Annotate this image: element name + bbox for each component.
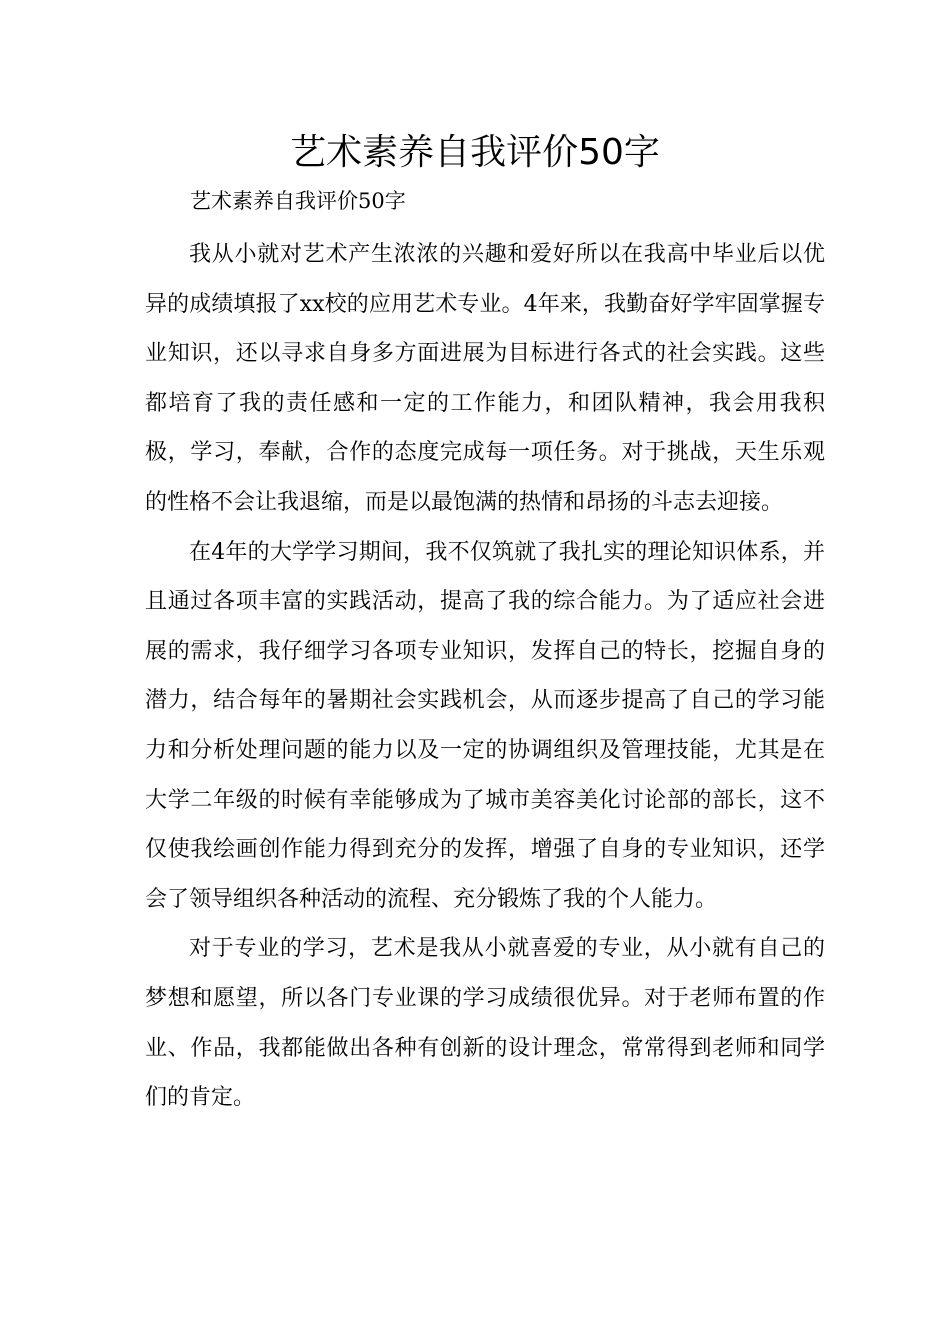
body-paragraph: 在4年的大学学习期间，我不仅筑就了我扎实的理论知识体系，并且通过各项丰富的实践活动，提高了我的综合能力。为了适应社会进展的需求，我仔细学习各项专业知识，发挥自己的特长，挖掘自身的潜力，结合每年的暑期社会实践机会，从而逐步提高了自己的学习能力和分析处理问题的能力以及一定的协调组织及管理技能，尤其是在大学二年级的时候有幸能够成为了城市美容美化讨论部的部长，这不仅使我绘画创作能力得到充分的发挥，增强了自身的专业知识，还学会了领导组织各种活动的流程、充分锻炼了我的个人能力。 <box>145 539 825 912</box>
body-paragraph: 对于专业的学习，艺术是我从小就喜爱的专业，从小就有自己的梦想和愿望，所以各门专业课的学习成绩很优异。对于老师布置的作业、作品，我都能做出各种有创新的设计理念，常常得到老师和同学们的肯定。 <box>145 936 825 1111</box>
body-paragraph: 我从小就对艺术产生浓浓的兴趣和爱好所以在我高中毕业后以优异的成绩填报了xx校的应用艺术专业。4年来，我勤奋好学牢固掌握专业知识，还以寻求自身多方面进展为目标进行各式的社会实践。这些都培育了我的责任感和一定的工作能力，和团队精神，我会用我积极，学习，奉献，合作的态度完成每一项任务。对于挑战，天生乐观的性格不会让我退缩，而是以最饱满的热情和昂扬的斗志去迎接。 <box>145 242 825 515</box>
document-subtitle: 艺术素养自我评价50字 <box>190 189 406 213</box>
document-body <box>145 230 825 1123</box>
page-title: 艺术素养自我评价50字 <box>290 132 660 173</box>
